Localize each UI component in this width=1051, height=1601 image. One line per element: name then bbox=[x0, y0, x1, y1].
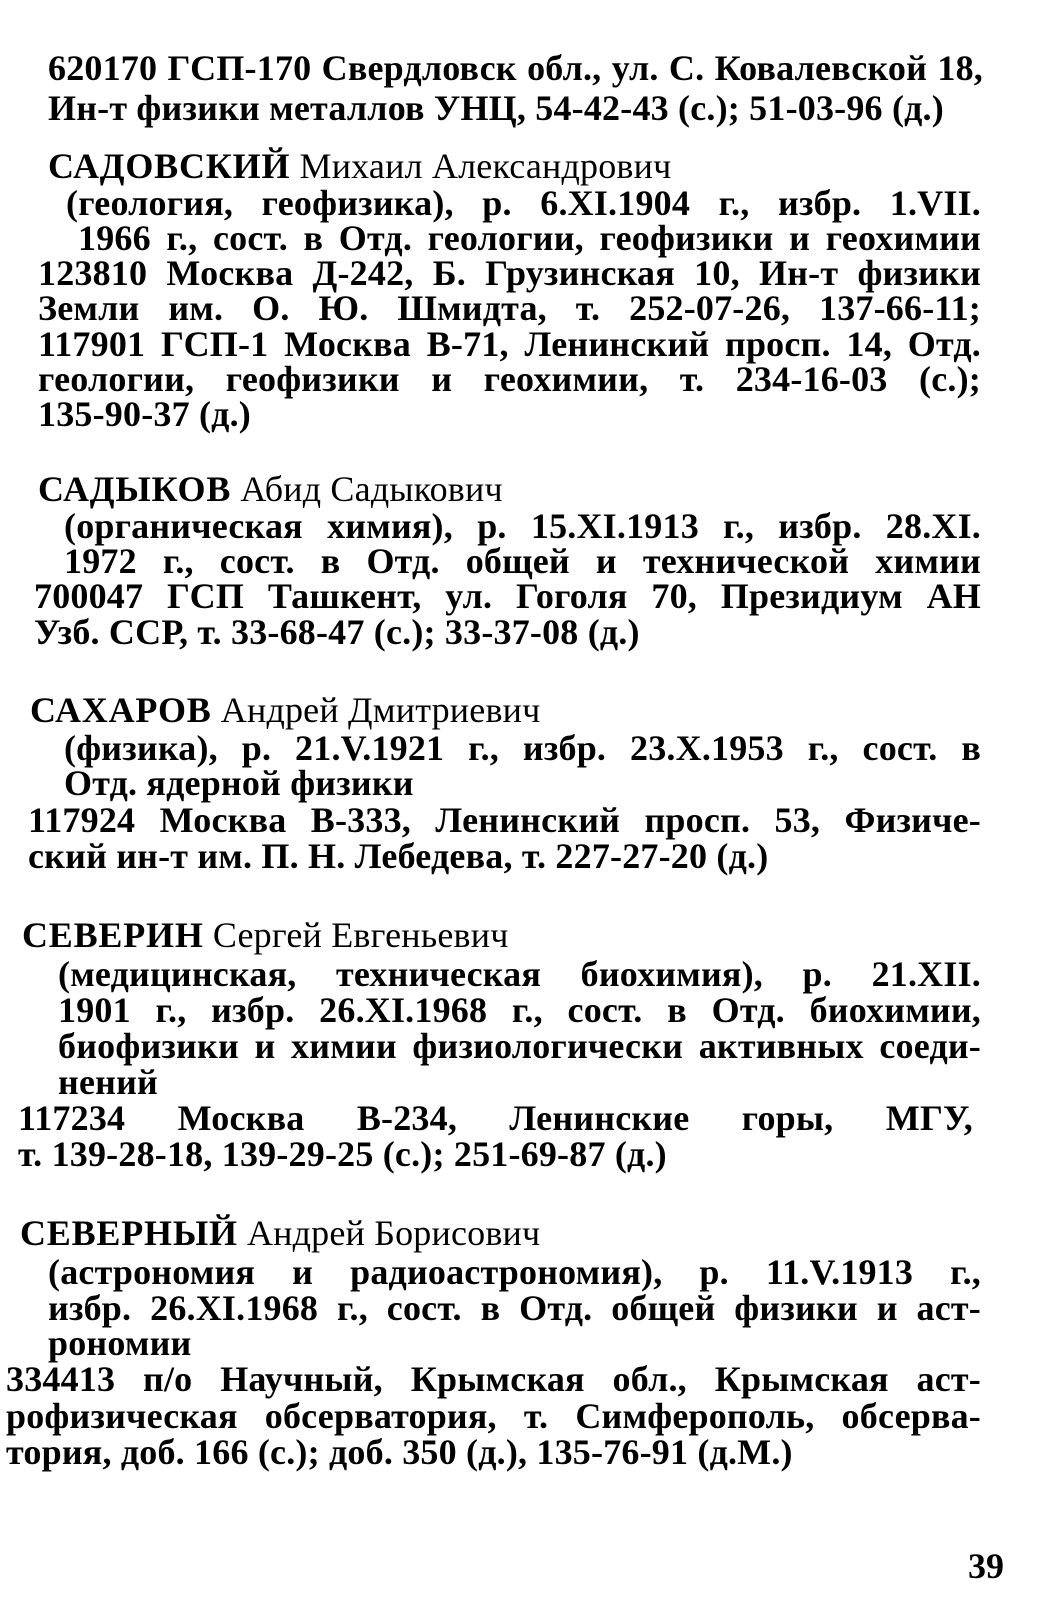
entry-surname: СЕВЕРИН bbox=[22, 915, 204, 955]
entry-line: 135-90-37 (д.) bbox=[38, 394, 251, 434]
entry-given-name: Михаил Александрович bbox=[299, 146, 672, 186]
entry-given-name: Андрей Дмитриевич bbox=[220, 690, 541, 730]
entry-line: 117234 Москва В-234, Ленинские горы, МГУ, bbox=[18, 1098, 973, 1138]
entry-line: (астрономия и радиоастрономия), р. 11.V.1913 г., bbox=[48, 1252, 981, 1292]
entry-line: геологии, геофизики и геохимии, т. 234-16-03 (с.); bbox=[38, 359, 981, 399]
entry-surname: СЕВЕРНЫЙ bbox=[20, 1213, 238, 1253]
entry-line: 123810 Москва Д-242, Б. Грузинская 10, Ин-т физики bbox=[38, 253, 981, 293]
entry-line: (физика), р. 21.V.1921 г., избр. 23.X.1953 г., сост. в bbox=[64, 728, 981, 768]
entry-given-name: Абид Садыкович bbox=[240, 469, 503, 509]
entry-heading bbox=[38, 469, 1051, 509]
entry-heading bbox=[30, 690, 1051, 730]
entry-line: Земли им. О. Ю. Шмидта, т. 252-07-26, 137-66-11; bbox=[38, 288, 981, 328]
entry-line: 117924 Москва В-333, Ленинский просп. 53, Физиче- bbox=[28, 800, 981, 840]
entry-line: (медицинская, техническая биохимия), р. 21.XII. bbox=[58, 954, 981, 994]
entry-heading bbox=[48, 146, 1051, 186]
entry-given-name: Андрей Борисович bbox=[246, 1213, 541, 1253]
entry-line: 700047 ГСП Ташкент, ул. Гоголя 70, Президиум АН bbox=[34, 576, 981, 616]
entry-line: 1972 г., сост. в Отд. общей и технической химии bbox=[64, 541, 981, 581]
entry-line: (геология, геофизика), р. 6.XI.1904 г., избр. 1.VII. bbox=[66, 183, 981, 223]
intro-line: 620170 ГСП-170 Свердловск обл., ул. С. Ковалевской 18, bbox=[48, 48, 983, 88]
entry-surname: САДЫКОВ bbox=[38, 469, 232, 509]
entry-line: 117901 ГСП-1 Москва В-71, Ленинский просп. 14, Отд. bbox=[38, 324, 981, 364]
entry-line: ский ин-т им. П. Н. Лебедева, т. 227-27-20 (д.) bbox=[28, 836, 769, 876]
entry-line: Узб. ССР, т. 33-68-47 (с.); 33-37-08 (д.) bbox=[34, 612, 640, 652]
intro-line: Ин-т физики металлов УНЦ, 54-42-43 (с.); 51-03-96 (д.) bbox=[48, 88, 944, 128]
entry-given-name: Сергей Евгеньевич bbox=[212, 915, 509, 955]
entry-line: 1966 г., сост. в Отд. геологии, геофизики и геохимии bbox=[78, 218, 981, 258]
entry-line: биофизики и химии физиологически активных соеди- bbox=[58, 1026, 981, 1066]
entry-surname: САДОВСКИЙ bbox=[48, 146, 291, 186]
entry-line: 1901 г., избр. 26.XI.1968 г., сост. в Отд. биохимии, bbox=[58, 990, 981, 1030]
entry-line: избр. 26.XI.1968 г., сост. в Отд. общей физики и аст- bbox=[48, 1288, 981, 1328]
entry-line: нений bbox=[58, 1062, 158, 1102]
entry-line: рофизическая обсерватория, т. Симферополь, обсерва- bbox=[6, 1396, 981, 1436]
entry-heading bbox=[20, 1213, 1051, 1253]
page-number: 39 bbox=[968, 1546, 1004, 1586]
entry-line: (органическая химия), р. 15.XI.1913 г., избр. 28.XI. bbox=[64, 506, 981, 546]
entry-line: Отд. ядерной физики bbox=[64, 763, 414, 803]
entry-line: 334413 п/о Научный, Крымская обл., Крымская аст- bbox=[6, 1359, 981, 1399]
entry-line: т. 139-28-18, 139-29-25 (с.); 251-69-87 (д.) bbox=[18, 1134, 667, 1174]
entry-heading bbox=[22, 915, 1051, 955]
entry-line: тория, доб. 166 (с.); доб. 350 (д.), 135-76-91 (д.М.) bbox=[6, 1432, 793, 1472]
entry-line: рономии bbox=[48, 1323, 192, 1363]
entry-surname: САХАРОВ bbox=[30, 690, 212, 730]
